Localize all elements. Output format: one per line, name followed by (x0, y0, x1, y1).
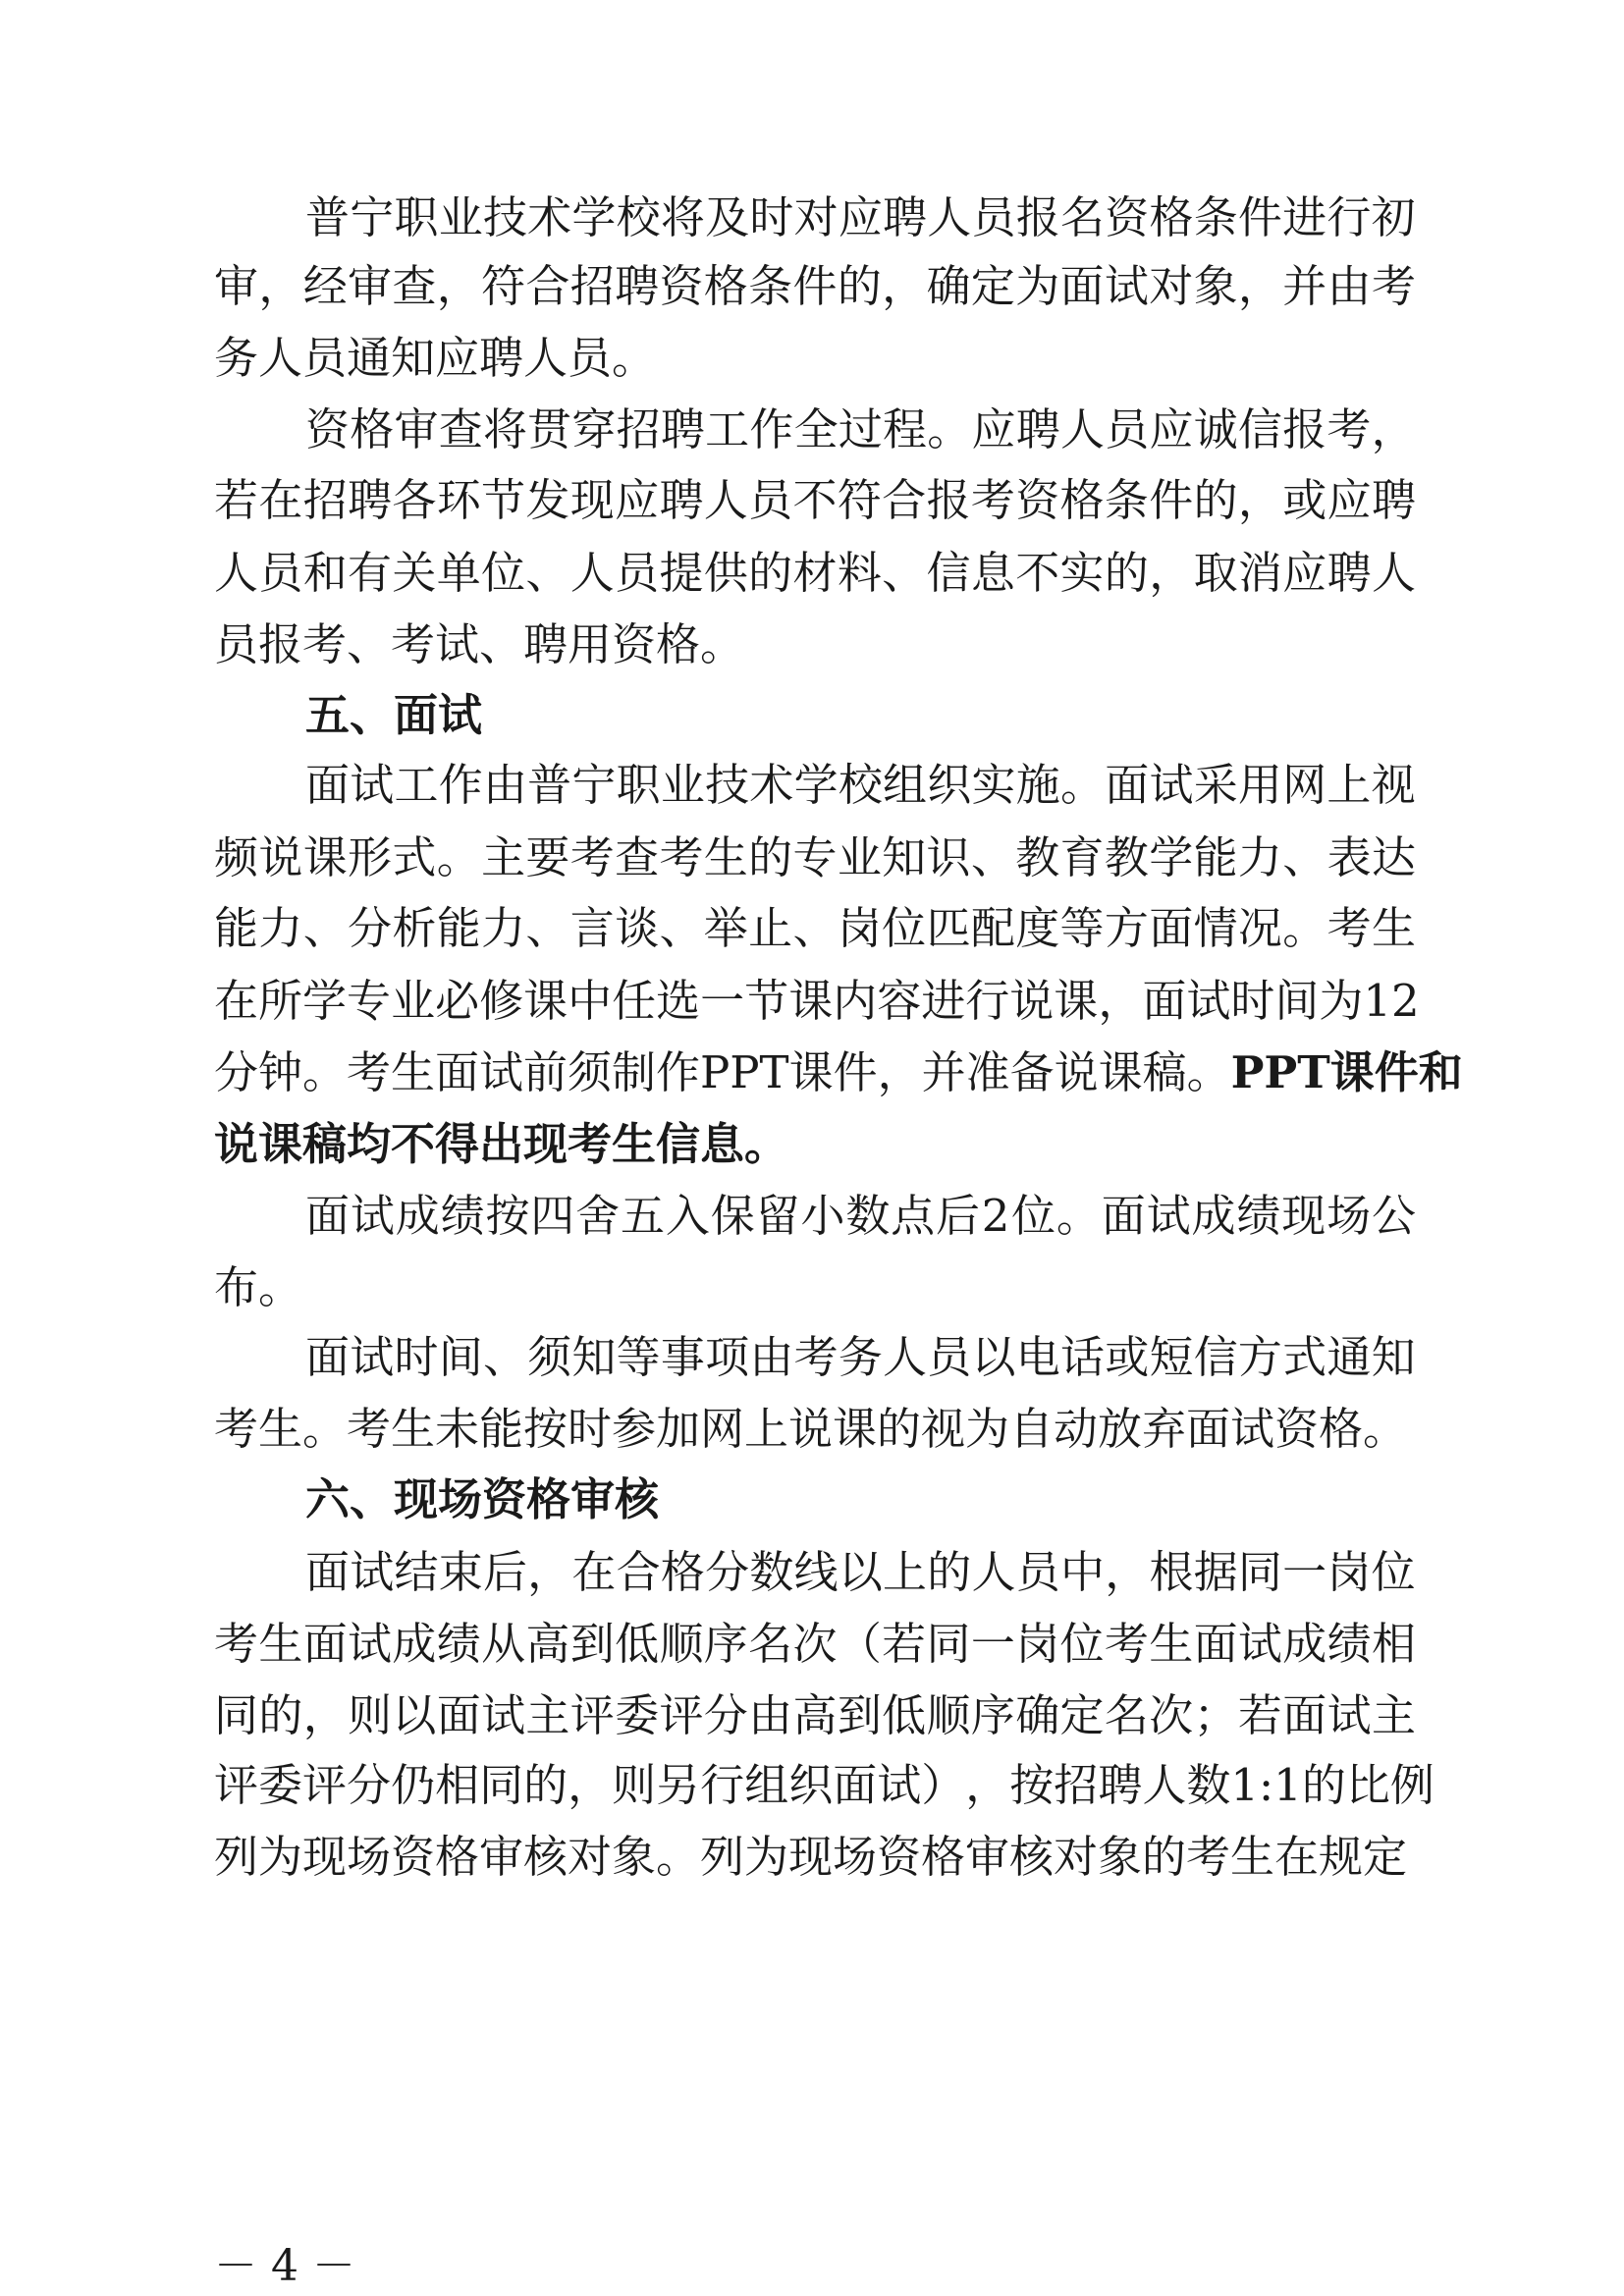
section-heading: 六、现场资格审核 (305, 1473, 660, 1525)
paragraph-line: 资 格 审 查 将 贯 穿 招 聘 工 作 全 过 程 。 应 聘 人 员 应 诚 信 报 考 ， (305, 403, 1416, 455)
paragraph-line: 审 ， 经 审 查 ， 符 合 招 聘 资 格 条 件 的 ， 确 定 为 面 试 对 象 ， 并 由 考 (214, 260, 1416, 312)
paragraph-line: 同 的 ， 则 以 面 试 主 评 委 评 分 由 高 到 低 顺 序 确 定 名 次 ； 若 面 试 主 (214, 1689, 1416, 1741)
paragraph-line: 若 在 招 聘 各 环 节 发 现 应 聘 人 员 不 符 合 报 考 资 格 条 件 的 ， 或 应 聘 (214, 474, 1416, 526)
paragraph-line: 面 试 时 间 、 须 知 等 事 项 由 考 务 人 员 以 电 话 或 短 信 方 式 通 知 (305, 1331, 1416, 1383)
paragraph-line: 面 试 成 绩 按 四 舍 五 入 保 留 小 数 点 后 2 位 。 面 试 成 绩 现 场 公 (305, 1190, 1416, 1242)
paragraph-line: 面 试 结 束 后 ， 在 合 格 分 数 线 以 上 的 人 员 中 ， 根 据 同 一 岗 位 (305, 1546, 1416, 1598)
paragraph-line: 人 员 和 有 关 单 位 、 人 员 提 供 的 材 料 、 信 息 不 实 的 ， 取 消 应 聘 人 (214, 547, 1416, 599)
paragraph-line: 频 说 课 形 式 。 主 要 考 查 考 生 的 专 业 知 识 、 教 育 教 学 能 力 、 表 达 (214, 831, 1416, 883)
paragraph-line: 面 试 工 作 由 普 宁 职 业 技 术 学 校 组 织 实 施 。 面 试 采 用 网 上 视 (305, 759, 1416, 811)
bold-text-run: PPT课件和 (1230, 1046, 1463, 1098)
paragraph-line: 能 力 、 分 析 能 力 、 言 谈 、 举 止 、 岗 位 匹 配 度 等 方 面 情 况 。 考 生 (214, 902, 1416, 954)
text-run: 分钟。考生面试前须制作PPT课件，并准备说课稿。 (214, 1046, 1231, 1098)
section-heading: 五、面试 (305, 689, 483, 741)
paragraph-line: 评 委 评 分 仍 相 同 的 ， 则 另 行 组 织 面 试 ） ， 按 招 聘 人 数 1 : 1 的 比 例 (214, 1759, 1435, 1811)
paragraph-line: 考 生 面 试 成 绩 从 高 到 低 顺 序 名 次 （ 若 同 一 岗 位 考 生 面 试 成 绩 相 (214, 1618, 1416, 1670)
bold-paragraph-line: 说课稿均不得出现考生信息。 (214, 1118, 789, 1170)
paragraph-line: 考生。考生未能按时参加网上说课的视为自动放弃面试资格。 (214, 1403, 1408, 1455)
paragraph-line: 在 所 学 专 业 必 修 课 中 任 选 一 节 课 内 容 进 行 说 课 ， 面 试 时 间 为 1 2 (214, 975, 1420, 1027)
page-number: － 4 － (214, 2241, 355, 2291)
paragraph-line: 务人员通知应聘人员。 (214, 332, 657, 384)
paragraph-line: 布。 (214, 1261, 303, 1313)
paragraph-line: 普 宁 职 业 技 术 学 校 将 及 时 对 应 聘 人 员 报 名 资 格 条 件 进 行 初 (305, 191, 1416, 243)
paragraph-line: 列为现场资格审核对象。列为现场资格审核对象的考生在规定 (214, 1831, 1408, 1883)
paragraph-line: 员报考、考试、聘用资格。 (214, 618, 745, 670)
